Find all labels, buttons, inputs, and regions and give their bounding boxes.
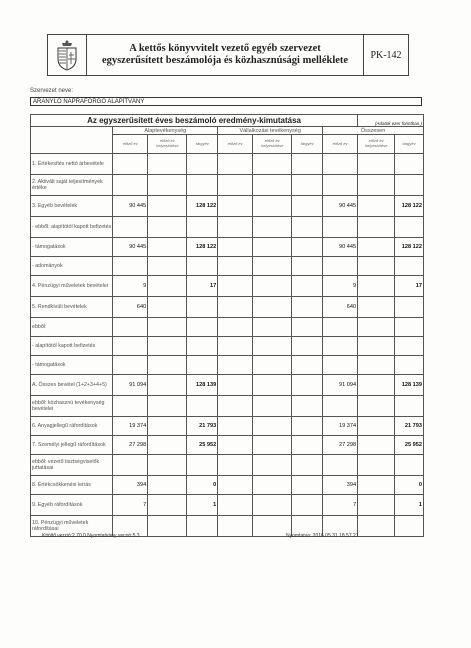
value-cell [358, 217, 395, 238]
row-label: A. Összes bevétel (1+2+3+4+5) [31, 375, 113, 396]
value-cell [218, 337, 253, 356]
group-header-business: Vállalkozási tevékenység [218, 127, 323, 135]
value-cell [148, 417, 187, 436]
value-cell: 128 122 [187, 196, 218, 217]
value-cell [148, 337, 187, 356]
value-cell: 90 445 [113, 238, 148, 257]
table-row [31, 196, 424, 217]
value-cell [323, 217, 358, 238]
value-cell [148, 495, 187, 516]
form-title-line-1: A kettős könyvvitelt vezető egyéb szervezet [129, 43, 321, 54]
label-header-cell [31, 127, 113, 154]
value-cell [218, 455, 253, 476]
value-cell [292, 337, 323, 356]
value-cell [187, 257, 218, 276]
value-cell [218, 318, 253, 337]
subcolumn-header: előző év helyesbítése [148, 135, 187, 154]
value-cell [187, 297, 218, 318]
value-cell: 25 952 [395, 436, 424, 455]
subcolumn-header: tárgyév [395, 135, 424, 154]
value-cell [292, 318, 323, 337]
value-cell [148, 276, 187, 297]
value-cell [113, 396, 148, 417]
form-code: PK-142 [363, 35, 408, 75]
value-cell [148, 238, 187, 257]
value-cell [292, 257, 323, 276]
value-cell [253, 276, 292, 297]
value-cell: 7 [113, 495, 148, 516]
value-cell [292, 417, 323, 436]
value-cell [395, 455, 424, 476]
value-cell: 90 445 [323, 238, 358, 257]
value-cell [323, 337, 358, 356]
subcolumn-header: előző év helyesbítése [253, 135, 292, 154]
table-row [31, 276, 424, 297]
row-label: 5. Rendkívüli bevételek [31, 297, 113, 318]
value-cell [253, 318, 292, 337]
hungarian-coat-of-arms-icon [48, 35, 87, 75]
value-cell [148, 356, 187, 375]
value-cell [253, 217, 292, 238]
value-cell [218, 196, 253, 217]
value-cell: 27 298 [323, 436, 358, 455]
value-cell: 9 [323, 276, 358, 297]
value-cell [253, 396, 292, 417]
value-cell [218, 257, 253, 276]
table-row [31, 417, 424, 436]
value-cell [292, 396, 323, 417]
unit-note: (Adatok ezer forintban.) [358, 115, 424, 127]
org-name-label: Szervezet neve: [30, 88, 74, 94]
value-cell: 128 122 [187, 238, 218, 257]
value-cell [253, 455, 292, 476]
value-cell [187, 516, 218, 537]
value-cell [292, 436, 323, 455]
row-label: - támogatások [31, 238, 113, 257]
table-row [31, 337, 424, 356]
value-cell [323, 318, 358, 337]
value-cell [358, 276, 395, 297]
value-cell [292, 238, 323, 257]
value-cell: 128 139 [395, 375, 424, 396]
value-cell [395, 175, 424, 196]
income-statement-table [30, 114, 424, 537]
value-cell [292, 476, 323, 495]
group-header-basic: Alaptevékenység [113, 127, 218, 135]
value-cell [253, 495, 292, 516]
value-cell [358, 375, 395, 396]
row-label: - adományok [31, 257, 113, 276]
value-cell [323, 175, 358, 196]
value-cell [218, 175, 253, 196]
value-cell: 21 793 [395, 417, 424, 436]
value-cell [292, 375, 323, 396]
value-cell [187, 396, 218, 417]
form-header [47, 34, 409, 76]
value-cell [358, 196, 395, 217]
row-label: 3. Egyéb bevételek [31, 196, 113, 217]
org-name-field: ARANYLÓ NAPRAFORGÓ ALAPÍTVÁNY [30, 97, 422, 106]
value-cell [218, 276, 253, 297]
value-cell: 25 952 [187, 436, 218, 455]
value-cell [292, 175, 323, 196]
value-cell: 1 [395, 495, 424, 516]
value-cell [253, 417, 292, 436]
value-cell: 1 [187, 495, 218, 516]
value-cell [395, 318, 424, 337]
table-row [31, 297, 424, 318]
table-row [31, 175, 424, 196]
value-cell [218, 417, 253, 436]
value-cell [148, 217, 187, 238]
value-cell [113, 154, 148, 175]
value-cell [358, 318, 395, 337]
value-cell [187, 154, 218, 175]
value-cell [253, 375, 292, 396]
value-cell: 91 094 [113, 375, 148, 396]
value-cell [253, 337, 292, 356]
value-cell [113, 337, 148, 356]
value-cell [187, 318, 218, 337]
table-title: Az egyszerűsített éves beszámoló eredmény-kimutatása [31, 115, 358, 127]
value-cell: 128 122 [395, 238, 424, 257]
value-cell [395, 337, 424, 356]
value-cell: 640 [113, 297, 148, 318]
value-cell [253, 238, 292, 257]
value-cell: 27 298 [113, 436, 148, 455]
row-label: - ebből: alapítótól kapott befizetés [31, 217, 113, 238]
value-cell [292, 495, 323, 516]
value-cell [323, 154, 358, 175]
subcolumn-header: előző év [218, 135, 253, 154]
value-cell [218, 217, 253, 238]
value-cell: 17 [395, 276, 424, 297]
row-label: ebből: közhasznú tevékenység bevételei [31, 396, 113, 417]
value-cell [323, 396, 358, 417]
value-cell [253, 297, 292, 318]
value-cell [148, 436, 187, 455]
table-row [31, 257, 424, 276]
row-label: 7. Személyi jellegű ráfordítások [31, 436, 113, 455]
value-cell [292, 356, 323, 375]
value-cell [358, 476, 395, 495]
value-cell [358, 175, 395, 196]
value-cell [358, 396, 395, 417]
row-label: 9. Egyéb ráfordítások [31, 495, 113, 516]
value-cell [218, 238, 253, 257]
value-cell: 0 [395, 476, 424, 495]
value-cell [218, 375, 253, 396]
table-row [31, 396, 424, 417]
value-cell [218, 356, 253, 375]
value-cell: 90 445 [323, 196, 358, 217]
value-cell [187, 337, 218, 356]
value-cell: 91 094 [323, 375, 358, 396]
table-row [31, 318, 424, 337]
value-cell [148, 297, 187, 318]
value-cell [395, 356, 424, 375]
form-title [87, 35, 363, 75]
value-cell [148, 455, 187, 476]
group-header-total: Összesen [323, 127, 424, 135]
value-cell [292, 217, 323, 238]
value-cell [113, 175, 148, 196]
value-cell [358, 154, 395, 175]
value-cell [292, 455, 323, 476]
value-cell: 17 [187, 276, 218, 297]
row-label: ebből: vezető tisztségviselők juttatásai [31, 455, 113, 476]
subcolumn-header: tárgyév [187, 135, 218, 154]
value-cell [358, 516, 395, 537]
value-cell: 128 122 [395, 196, 424, 217]
value-cell [323, 257, 358, 276]
value-cell [148, 154, 187, 175]
value-cell [253, 436, 292, 455]
row-label: ebből: [31, 318, 113, 337]
table-row [31, 375, 424, 396]
value-cell [113, 356, 148, 375]
value-cell: 90 445 [113, 196, 148, 217]
value-cell [187, 455, 218, 476]
row-label: 4. Pénzügyi műveletek bevételei [31, 276, 113, 297]
value-cell: 21 793 [187, 417, 218, 436]
value-cell [148, 516, 187, 537]
value-cell [323, 455, 358, 476]
row-label: 8. Értékcsökkenési leírás [31, 476, 113, 495]
value-cell: 9 [113, 276, 148, 297]
value-cell [358, 337, 395, 356]
row-label: 1. Értékesítés nettó árbevétele [31, 154, 113, 175]
footer-printed: Nyomtatva: 2016.05.31 18.57.21 [286, 533, 359, 539]
value-cell [218, 516, 253, 537]
table-row [31, 436, 424, 455]
value-cell [148, 375, 187, 396]
table-row [31, 476, 424, 495]
value-cell [218, 476, 253, 495]
subcolumn-header: előző év helyesbítése [358, 135, 395, 154]
row-label: 6. Anyagjellegű ráfordítások [31, 417, 113, 436]
row-label: - alapítótól kapott befizetés [31, 337, 113, 356]
value-cell [113, 257, 148, 276]
value-cell [395, 396, 424, 417]
subcolumn-header: előző év [113, 135, 148, 154]
value-cell [218, 436, 253, 455]
value-cell [187, 356, 218, 375]
value-cell [358, 455, 395, 476]
value-cell [253, 196, 292, 217]
value-cell: 128 139 [187, 375, 218, 396]
value-cell [395, 217, 424, 238]
value-cell [395, 257, 424, 276]
value-cell: 0 [187, 476, 218, 495]
value-cell [113, 217, 148, 238]
value-cell [358, 495, 395, 516]
value-cell [358, 417, 395, 436]
row-label: 2. Aktivált saját teljesítmények értéke [31, 175, 113, 196]
value-cell [358, 238, 395, 257]
value-cell: 7 [323, 495, 358, 516]
value-cell: 19 374 [323, 417, 358, 436]
footer-version: Kitöltő verzió:2.70.0 Nyomtatvány verzió:5.3 [42, 533, 140, 539]
value-cell [187, 175, 218, 196]
value-cell [218, 154, 253, 175]
value-cell: 19 374 [113, 417, 148, 436]
value-cell [218, 396, 253, 417]
table-row [31, 154, 424, 175]
value-cell [292, 154, 323, 175]
value-cell: 394 [323, 476, 358, 495]
value-cell [253, 476, 292, 495]
value-cell [148, 476, 187, 495]
value-cell [358, 356, 395, 375]
value-cell [292, 276, 323, 297]
value-cell [292, 297, 323, 318]
table-row [31, 455, 424, 476]
value-cell [187, 217, 218, 238]
form-title-line-2: egyszerűsített beszámolója és közhasznúsági melléklete [101, 55, 349, 66]
value-cell [253, 175, 292, 196]
value-cell [148, 318, 187, 337]
row-label: - támogatások [31, 356, 113, 375]
value-cell: 640 [323, 297, 358, 318]
table-row [31, 495, 424, 516]
subcolumn-header: tárgyév [292, 135, 323, 154]
table-row [31, 238, 424, 257]
value-cell [323, 356, 358, 375]
value-cell [358, 436, 395, 455]
value-cell [395, 297, 424, 318]
value-cell [148, 257, 187, 276]
value-cell [358, 297, 395, 318]
value-cell [253, 257, 292, 276]
value-cell [292, 196, 323, 217]
value-cell [218, 495, 253, 516]
value-cell [218, 297, 253, 318]
value-cell [113, 455, 148, 476]
value-cell [395, 154, 424, 175]
row-label: 10. Pénzügyi műveletek ráfordításai [31, 516, 113, 537]
value-cell [358, 257, 395, 276]
value-cell [148, 196, 187, 217]
value-cell: 394 [113, 476, 148, 495]
value-cell [253, 356, 292, 375]
table-row [31, 217, 424, 238]
subcolumn-header: előző év [323, 135, 358, 154]
value-cell [253, 154, 292, 175]
value-cell [113, 318, 148, 337]
table-row [31, 356, 424, 375]
value-cell [148, 175, 187, 196]
value-cell [148, 396, 187, 417]
value-cell [395, 516, 424, 537]
